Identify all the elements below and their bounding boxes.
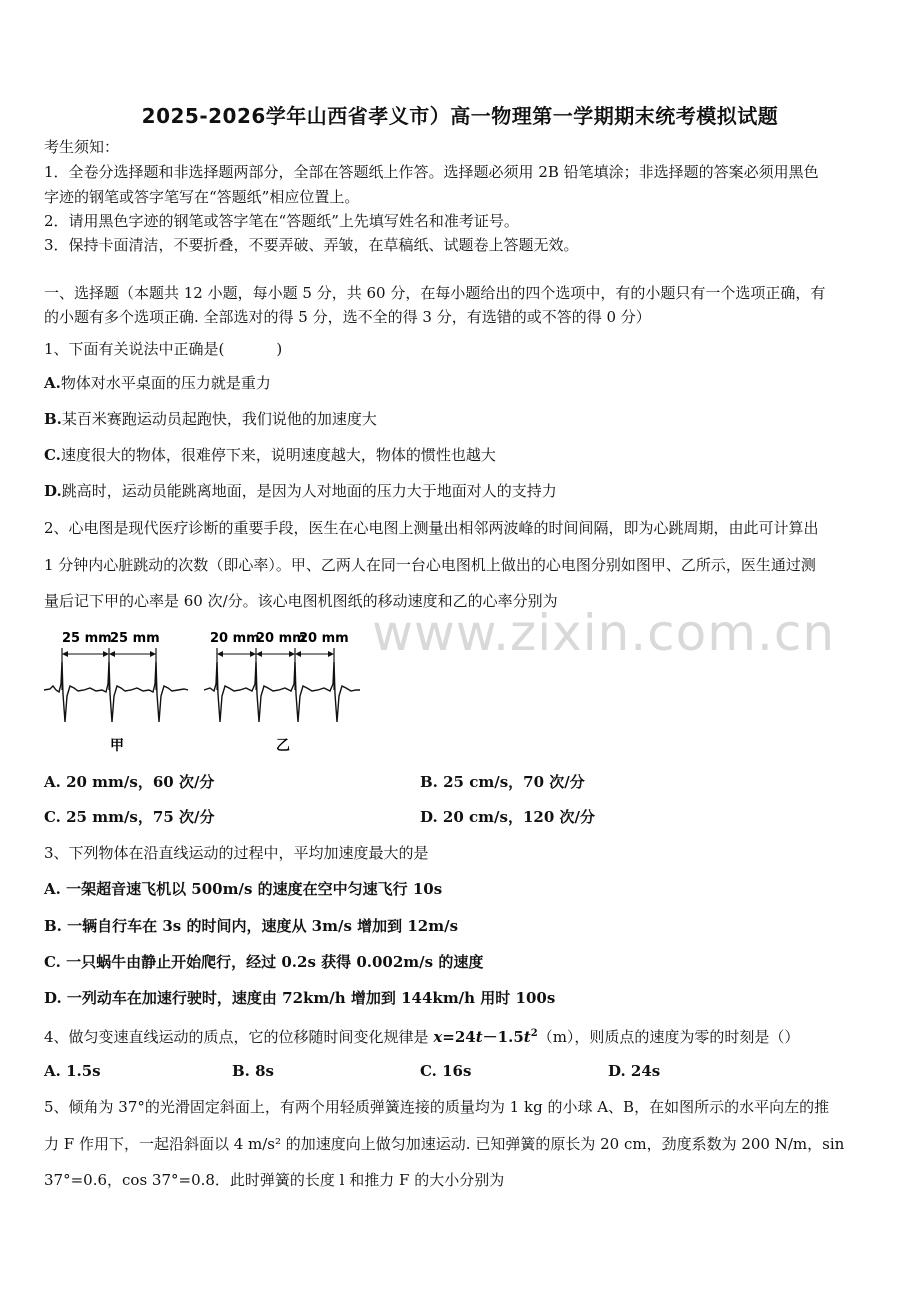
q1-option-b <box>44 408 377 430</box>
q4-option-c: C. 16s <box>420 1062 472 1080</box>
notice-item-1a: 1．全卷分选择题和非选择题两部分，全部在答题纸上作答。选择题必须用 2B 铅笔填涂；非选择题的答案必须用黑色 <box>44 163 819 181</box>
q1-d-text: 跳高时，运动员能跳离地面，是因为人对地面的压力大于地面对人的支持力 <box>61 482 557 500</box>
section1-line2: 的小题有多个选项正确. 全部选对的得 5 分，选不全的得 3 分，有选错的或不答的得 0 分） <box>44 308 651 326</box>
q2-option-d: D. 20 cm/s，120 次/分 <box>420 808 595 826</box>
q1-stem-text: 1、下面有关说法中正确是( <box>44 340 225 358</box>
q4-stem <box>44 1023 799 1048</box>
q3-option-a: A. 一架超音速飞机以 500m/s 的速度在空中匀速飞行 10s <box>44 880 443 898</box>
q1-b-text: 某百米赛跑运动员起跑快，我们说他的加速度大 <box>61 410 377 428</box>
q1-c-letter: C. <box>44 446 61 464</box>
ecg-figure <box>38 622 378 762</box>
q1-option-c <box>44 444 496 466</box>
q2-option-a: A. 20 mm/s，60 次/分 <box>44 773 215 791</box>
page-title: 2025-2026学年山西省孝义市）高一物理第一学期期末统考模拟试题 <box>141 104 779 128</box>
q5-line2: 力 F 作用下，一起沿斜面以 4 m/s² 的加速度向上做匀加速运动. 已知弹簧的原长为 20 cm，劲度系数为 200 N/m，sin <box>44 1135 845 1153</box>
notice-heading: 考生须知： <box>44 138 120 156</box>
q1-option-d <box>44 480 557 502</box>
yi-label-1: 20 mm <box>210 631 260 646</box>
q4-stem-a: 4、做匀变速直线运动的质点，它的位移随时间变化规律是 <box>44 1028 434 1046</box>
jia-waveform <box>44 662 188 722</box>
q4-stem-b: （m），则质点的速度为零的时刻是（） <box>537 1028 800 1046</box>
q4-formula-mid1: =24 <box>442 1028 476 1046</box>
q1-a-text: 物体对水平桌面的压力就是重力 <box>60 374 271 392</box>
q1-a-letter: A. <box>44 374 61 392</box>
q1-c-text: 速度很大的物体，很难停下来，说明速度越大，物体的惯性也越大 <box>60 446 496 464</box>
q5-line3: 37°=0.6，cos 37°=0.8．此时弹簧的长度 l 和推力 F 的大小分别为 <box>44 1171 505 1189</box>
q4-option-b: B. 8s <box>232 1062 275 1080</box>
notice-item-1b: 字迹的钢笔或答字笔写在“答题纸”相应位置上。 <box>44 188 360 206</box>
q2-line2: 1 分钟内心脏跳动的次数（即心率）。甲、乙两人在同一台心电图机上做出的心电图分别如图甲、乙所示，医生通过测 <box>44 556 816 574</box>
q1-option-a <box>44 372 271 394</box>
section1-line1: 一、选择题（本题共 12 小题，每小题 5 分，共 60 分，在每小题给出的四个选项中，有的小题只有一个选项正确，有 <box>44 284 826 302</box>
q2-line1: 2、心电图是现代医疗诊断的重要手段，医生在心电图上测量出相邻两波峰的时间间隔，即为心跳周期，由此可计算出 <box>44 519 819 537</box>
jia-label-2: 25 mm <box>110 631 160 646</box>
q2-option-b: B. 25 cm/s，70 次/分 <box>420 773 585 791</box>
q4-formula-t2: t <box>523 1028 531 1046</box>
q4-option-d: D. 24s <box>608 1062 661 1080</box>
jia-label-1: 25 mm <box>62 631 112 646</box>
q5-line1: 5、倾角为 37°的光滑固定斜面上，有两个用轻质弹簧连接的质量均为 1 kg 的小球 A、B，在如图所示的水平向左的推 <box>44 1098 830 1116</box>
q4-formula <box>433 1028 537 1046</box>
q3-option-c: C. 一只蜗牛由静止开始爬行，经过 0.2s 获得 0.002m/s 的速度 <box>44 953 484 971</box>
notice-item-2: 2．请用黑色字迹的钢笔或答字笔在“答题纸”上先填写姓名和准考证号。 <box>44 212 519 230</box>
yi-waveform <box>204 662 360 722</box>
q3-option-b: B. 一辆自行车在 3s 的时间内，速度从 3m/s 增加到 12m/s <box>44 917 459 935</box>
q4-option-a: A. 1.5s <box>44 1062 101 1080</box>
q3-option-d: D. 一列动车在加速行驶时，速度由 72km/h 增加到 144km/h 用时 100s <box>44 989 556 1007</box>
q1-d-letter: D. <box>44 482 62 500</box>
q4-formula-mid2: －1.5 <box>482 1028 524 1046</box>
watermark: www.zixin.com.cn <box>372 604 836 662</box>
q4-formula-x: x <box>433 1028 443 1046</box>
q1-stem-end: ) <box>276 340 283 358</box>
q2-line3: 量后记下甲的心率是 60 次/分。该心电图机图纸的移动速度和乙的心率分别为 <box>44 592 558 610</box>
yi-label-2: 20 mm <box>256 631 306 646</box>
q1-stem <box>44 338 282 360</box>
yi-caption: 乙 <box>276 738 290 754</box>
q2-option-c: C. 25 mm/s，75 次/分 <box>44 808 215 826</box>
q1-b-letter: B. <box>44 410 62 428</box>
yi-label-3: 20 mm <box>299 631 349 646</box>
q4-formula-sup: 2 <box>530 1028 538 1039</box>
q4-formula-t1: t <box>475 1028 483 1046</box>
jia-caption: 甲 <box>110 738 124 754</box>
ecg-jia <box>44 631 188 754</box>
notice-item-3: 3．保持卡面清洁，不要折叠，不要弄破、弄皱，在草稿纸、试题卷上答题无效。 <box>44 236 579 254</box>
q3-stem: 3、下列物体在沿直线运动的过程中，平均加速度最大的是 <box>44 844 429 862</box>
ecg-yi <box>204 631 360 754</box>
